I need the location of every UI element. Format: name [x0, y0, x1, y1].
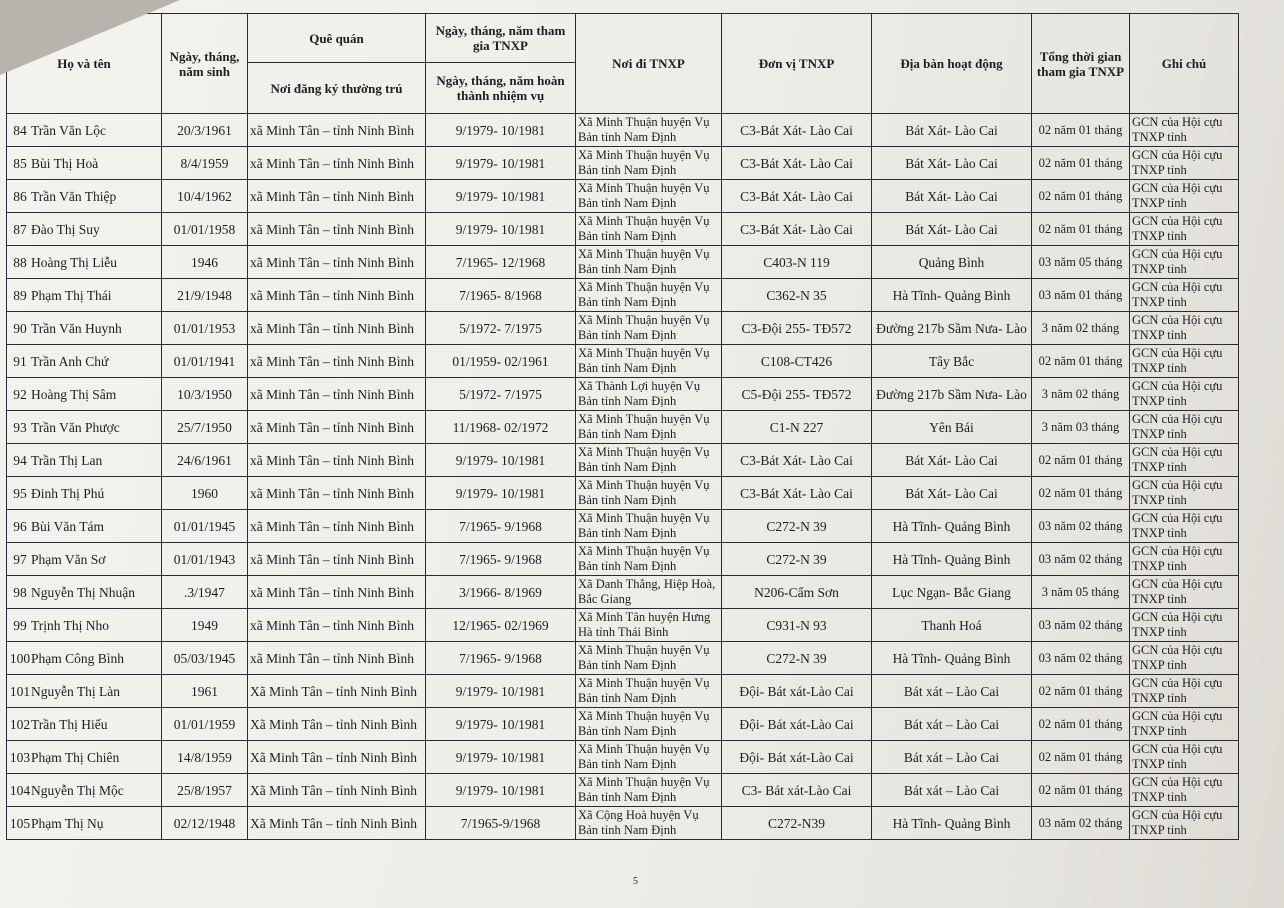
- cell-residence: xã Minh Tân – tỉnh Ninh Bình: [248, 180, 426, 213]
- cell-note: GCN của Hội cựu TNXP tỉnh: [1130, 675, 1239, 708]
- table-row: [7, 642, 1239, 675]
- cell-area: Đường 217b Sầm Nưa- Lào: [872, 312, 1032, 345]
- person-name: Phạm Thị Chiên: [31, 749, 120, 765]
- header-join-date: Ngày, tháng, năm tham gia TNXP: [426, 14, 576, 63]
- cell-period: 9/1979- 10/1981: [426, 147, 576, 180]
- cell-dob: 1946: [162, 246, 248, 279]
- cell-dob: 02/12/1948: [162, 807, 248, 840]
- person-name: Phạm Công Bình: [31, 650, 125, 666]
- cell-period: 9/1979- 10/1981: [426, 114, 576, 147]
- cell-total: 03 năm 02 tháng: [1032, 510, 1130, 543]
- table-row: [7, 807, 1239, 840]
- cell-area: Bát xát – Lào Cai: [872, 774, 1032, 807]
- cell-period: 11/1968- 02/1972: [426, 411, 576, 444]
- cell-note: GCN của Hội cựu TNXP tỉnh: [1130, 774, 1239, 807]
- cell-unit: C3-Bát Xát- Lào Cai: [722, 477, 872, 510]
- cell-departure: Xã Minh Thuận huyện Vụ Bản tỉnh Nam Định: [576, 180, 722, 213]
- cell-area: Hà Tĩnh- Quảng Bình: [872, 642, 1032, 675]
- cell-total: 02 năm 01 tháng: [1032, 741, 1130, 774]
- cell-residence: xã Minh Tân – tỉnh Ninh Bình: [248, 114, 426, 147]
- cell-unit: N206-Cẩm Sơn: [722, 576, 872, 609]
- cell-note: GCN của Hội cựu TNXP tỉnh: [1130, 477, 1239, 510]
- row-number: 99: [13, 617, 27, 633]
- cell-name: [7, 147, 162, 180]
- cell-departure: Xã Cộng Hoà huyện Vụ Bản tỉnh Nam Định: [576, 807, 722, 840]
- cell-area: Bát Xát- Lào Cai: [872, 477, 1032, 510]
- cell-name: [7, 741, 162, 774]
- cell-note: GCN của Hội cựu TNXP tỉnh: [1130, 708, 1239, 741]
- cell-area: Bát Xát- Lào Cai: [872, 444, 1032, 477]
- table-row: [7, 345, 1239, 378]
- cell-dob: 20/3/1961: [162, 114, 248, 147]
- cell-residence: xã Minh Tân – tỉnh Ninh Bình: [248, 213, 426, 246]
- cell-departure: Xã Minh Thuận huyện Vụ Bản tỉnh Nam Định: [576, 147, 722, 180]
- row-number: 100: [9, 650, 31, 666]
- table-row: [7, 510, 1239, 543]
- cell-departure: Xã Minh Thuận huyện Vụ Bản tỉnh Nam Định: [576, 774, 722, 807]
- cell-period: 7/1965- 9/1968: [426, 543, 576, 576]
- cell-residence: xã Minh Tân – tỉnh Ninh Bình: [248, 345, 426, 378]
- table-row: [7, 477, 1239, 510]
- person-name: Bùi Thị Hoà: [31, 155, 99, 171]
- person-name: Trần Văn Phược: [31, 419, 120, 435]
- cell-note: GCN của Hội cựu TNXP tỉnh: [1130, 642, 1239, 675]
- cell-departure: Xã Minh Thuận huyện Vụ Bản tỉnh Nam Định: [576, 642, 722, 675]
- cell-name: [7, 807, 162, 840]
- cell-unit: C5-Đội 255- TĐ572: [722, 378, 872, 411]
- person-name: Nguyễn Thị Nhuận: [31, 584, 135, 600]
- cell-dob: 1961: [162, 675, 248, 708]
- cell-total: 3 năm 03 tháng: [1032, 411, 1130, 444]
- person-name: Phạm Thị Nụ: [31, 815, 104, 831]
- volunteer-table: [6, 13, 1239, 840]
- cell-residence: Xã Minh Tân – tỉnh Ninh Bình: [248, 708, 426, 741]
- cell-area: Tây Bắc: [872, 345, 1032, 378]
- cell-area: Bát xát – Lào Cai: [872, 675, 1032, 708]
- cell-dob: 05/03/1945: [162, 642, 248, 675]
- cell-dob: 01/01/1953: [162, 312, 248, 345]
- person-name: Bùi Văn Tám: [31, 518, 104, 534]
- row-number: 97: [13, 551, 27, 567]
- cell-note: GCN của Hội cựu TNXP tỉnh: [1130, 576, 1239, 609]
- cell-unit: C3-Đội 255- TĐ572: [722, 312, 872, 345]
- cell-name: [7, 774, 162, 807]
- cell-name: [7, 180, 162, 213]
- table-row: [7, 444, 1239, 477]
- row-number: 90: [13, 320, 27, 336]
- cell-unit: Đội- Bát xát-Lào Cai: [722, 741, 872, 774]
- cell-period: 01/1959- 02/1961: [426, 345, 576, 378]
- cell-name: [7, 411, 162, 444]
- cell-residence: xã Minh Tân – tỉnh Ninh Bình: [248, 609, 426, 642]
- cell-residence: Xã Minh Tân – tỉnh Ninh Bình: [248, 675, 426, 708]
- cell-dob: 10/3/1950: [162, 378, 248, 411]
- cell-name: [7, 378, 162, 411]
- cell-note: GCN của Hội cựu TNXP tỉnh: [1130, 741, 1239, 774]
- row-number: 102: [9, 716, 31, 732]
- row-number: 104: [9, 782, 31, 798]
- cell-unit: C272-N39: [722, 807, 872, 840]
- cell-departure: Xã Minh Thuận huyện Vụ Bản tỉnh Nam Định: [576, 279, 722, 312]
- cell-area: Quảng Bình: [872, 246, 1032, 279]
- cell-name: [7, 345, 162, 378]
- cell-name: [7, 312, 162, 345]
- table-row: [7, 378, 1239, 411]
- cell-unit: C3-Bát Xát- Lào Cai: [722, 180, 872, 213]
- table-row: [7, 246, 1239, 279]
- cell-period: 3/1966- 8/1969: [426, 576, 576, 609]
- cell-area: Bát Xát- Lào Cai: [872, 114, 1032, 147]
- cell-total: 02 năm 01 tháng: [1032, 774, 1130, 807]
- person-name: Trần Thị Lan: [31, 452, 103, 468]
- cell-period: 7/1965- 9/1968: [426, 510, 576, 543]
- cell-unit: C272-N 39: [722, 510, 872, 543]
- row-number: 98: [13, 584, 27, 600]
- cell-period: 9/1979- 10/1981: [426, 444, 576, 477]
- row-number: 89: [13, 287, 27, 303]
- cell-area: Hà Tĩnh- Quảng Bình: [872, 543, 1032, 576]
- cell-residence: xã Minh Tân – tỉnh Ninh Bình: [248, 147, 426, 180]
- table-row: [7, 609, 1239, 642]
- cell-dob: 10/4/1962: [162, 180, 248, 213]
- cell-unit: Đội- Bát xát-Lào Cai: [722, 675, 872, 708]
- cell-unit: C3-Bát Xát- Lào Cai: [722, 444, 872, 477]
- cell-note: GCN của Hội cựu TNXP tỉnh: [1130, 510, 1239, 543]
- cell-note: GCN của Hội cựu TNXP tỉnh: [1130, 411, 1239, 444]
- cell-residence: Xã Minh Tân – tỉnh Ninh Bình: [248, 774, 426, 807]
- table-row: [7, 312, 1239, 345]
- cell-period: 7/1965- 8/1968: [426, 279, 576, 312]
- cell-area: Bát xát – Lào Cai: [872, 708, 1032, 741]
- cell-note: GCN của Hội cựu TNXP tỉnh: [1130, 213, 1239, 246]
- cell-name: [7, 213, 162, 246]
- table-row: [7, 180, 1239, 213]
- table-row: [7, 774, 1239, 807]
- cell-period: 12/1965- 02/1969: [426, 609, 576, 642]
- cell-note: GCN của Hội cựu TNXP tỉnh: [1130, 312, 1239, 345]
- person-name: Phạm Văn Sơ: [31, 551, 106, 567]
- folded-corner: [0, 0, 180, 75]
- cell-dob: 1960: [162, 477, 248, 510]
- cell-name: [7, 675, 162, 708]
- row-number: 103: [9, 749, 31, 765]
- row-number: 101: [9, 683, 31, 699]
- table-row: [7, 576, 1239, 609]
- page-number: 5: [633, 876, 638, 887]
- person-name: Trần Văn Lộc: [31, 122, 106, 138]
- person-name: Phạm Thị Thái: [31, 287, 112, 303]
- cell-note: GCN của Hội cựu TNXP tỉnh: [1130, 114, 1239, 147]
- cell-name: [7, 246, 162, 279]
- cell-period: 9/1979- 10/1981: [426, 213, 576, 246]
- cell-departure: Xã Minh Thuận huyện Vụ Bản tỉnh Nam Định: [576, 312, 722, 345]
- cell-unit: C3-Bát Xát- Lào Cai: [722, 213, 872, 246]
- cell-period: 9/1979- 10/1981: [426, 180, 576, 213]
- cell-period: 9/1979- 10/1981: [426, 675, 576, 708]
- table-row: [7, 543, 1239, 576]
- cell-dob: 01/01/1941: [162, 345, 248, 378]
- header-area: Địa bàn hoạt động: [872, 14, 1032, 114]
- cell-period: 9/1979- 10/1981: [426, 708, 576, 741]
- cell-period: 7/1965- 12/1968: [426, 246, 576, 279]
- row-number: 85: [13, 155, 27, 171]
- table-header: [7, 14, 1239, 114]
- cell-residence: xã Minh Tân – tỉnh Ninh Bình: [248, 378, 426, 411]
- cell-period: 9/1979- 10/1981: [426, 477, 576, 510]
- row-number: 91: [13, 353, 27, 369]
- cell-residence: Xã Minh Tân – tỉnh Ninh Bình: [248, 741, 426, 774]
- person-name: Trịnh Thị Nho: [31, 617, 110, 633]
- header-total: Tổng thời gian tham gia TNXP: [1032, 14, 1130, 114]
- cell-departure: Xã Thành Lợi huyện Vụ Bản tỉnh Nam Định: [576, 378, 722, 411]
- cell-residence: xã Minh Tân – tỉnh Ninh Bình: [248, 543, 426, 576]
- person-name: Đinh Thị Phú: [31, 485, 105, 501]
- cell-name: [7, 576, 162, 609]
- cell-area: Thanh Hoá: [872, 609, 1032, 642]
- row-number: 87: [13, 221, 27, 237]
- row-number: 86: [13, 188, 27, 204]
- cell-departure: Xã Minh Thuận huyện Vụ Bản tỉnh Nam Định: [576, 246, 722, 279]
- row-number: 92: [13, 386, 27, 402]
- cell-name: [7, 510, 162, 543]
- cell-residence: xã Minh Tân – tỉnh Ninh Bình: [248, 642, 426, 675]
- cell-departure: Xã Minh Thuận huyện Vụ Bản tỉnh Nam Định: [576, 510, 722, 543]
- cell-dob: 8/4/1959: [162, 147, 248, 180]
- cell-departure: Xã Minh Thuận huyện Vụ Bản tỉnh Nam Định: [576, 411, 722, 444]
- cell-period: 7/1965-9/1968: [426, 807, 576, 840]
- cell-departure: Xã Minh Thuận huyện Vụ Bản tỉnh Nam Định: [576, 543, 722, 576]
- cell-unit: C362-N 35: [722, 279, 872, 312]
- cell-residence: Xã Minh Tân – tỉnh Ninh Bình: [248, 807, 426, 840]
- row-number: 105: [9, 815, 31, 831]
- cell-departure: Xã Minh Thuận huyện Vụ Bản tỉnh Nam Định: [576, 114, 722, 147]
- cell-total: 3 năm 02 tháng: [1032, 378, 1130, 411]
- cell-total: 3 năm 02 tháng: [1032, 312, 1130, 345]
- cell-area: Bát Xát- Lào Cai: [872, 213, 1032, 246]
- cell-period: 7/1965- 9/1968: [426, 642, 576, 675]
- cell-area: Đường 217b Sầm Nưa- Lào: [872, 378, 1032, 411]
- cell-name: [7, 444, 162, 477]
- cell-total: 03 năm 02 tháng: [1032, 642, 1130, 675]
- cell-note: GCN của Hội cựu TNXP tỉnh: [1130, 444, 1239, 477]
- person-name: Trần Thị Hiếu: [31, 716, 108, 732]
- cell-dob: 24/6/1961: [162, 444, 248, 477]
- person-name: Trần Văn Thiệp: [31, 188, 117, 204]
- header-dob: Ngày, tháng, năm sinh: [162, 14, 248, 114]
- cell-area: Bát Xát- Lào Cai: [872, 180, 1032, 213]
- cell-total: 02 năm 01 tháng: [1032, 675, 1130, 708]
- cell-note: GCN của Hội cựu TNXP tỉnh: [1130, 378, 1239, 411]
- cell-area: Yên Bái: [872, 411, 1032, 444]
- cell-note: GCN của Hội cựu TNXP tỉnh: [1130, 807, 1239, 840]
- cell-dob: 01/01/1959: [162, 708, 248, 741]
- cell-period: 9/1979- 10/1981: [426, 741, 576, 774]
- cell-period: 5/1972- 7/1975: [426, 312, 576, 345]
- cell-name: [7, 543, 162, 576]
- header-unit: Đơn vị TNXP: [722, 14, 872, 114]
- header-hometown: Quê quán: [248, 14, 426, 63]
- person-name: Hoàng Thị Liễu: [31, 254, 117, 270]
- cell-unit: C1-N 227: [722, 411, 872, 444]
- table-row: [7, 147, 1239, 180]
- cell-dob: 25/8/1957: [162, 774, 248, 807]
- cell-note: GCN của Hội cựu TNXP tỉnh: [1130, 543, 1239, 576]
- cell-total: 02 năm 01 tháng: [1032, 477, 1130, 510]
- cell-name: [7, 279, 162, 312]
- cell-area: Hà Tĩnh- Quảng Bình: [872, 510, 1032, 543]
- cell-area: Hà Tĩnh- Quảng Bình: [872, 279, 1032, 312]
- cell-residence: xã Minh Tân – tỉnh Ninh Bình: [248, 411, 426, 444]
- cell-note: GCN của Hội cựu TNXP tỉnh: [1130, 345, 1239, 378]
- table-row: [7, 411, 1239, 444]
- cell-dob: 01/01/1958: [162, 213, 248, 246]
- cell-note: GCN của Hội cựu TNXP tỉnh: [1130, 147, 1239, 180]
- cell-unit: C3- Bát xát-Lào Cai: [722, 774, 872, 807]
- cell-unit: C272-N 39: [722, 543, 872, 576]
- cell-unit: C3-Bát Xát- Lào Cai: [722, 147, 872, 180]
- cell-dob: .3/1947: [162, 576, 248, 609]
- header-name: Họ và tên: [7, 14, 162, 114]
- cell-area: Hà Tĩnh- Quảng Bình: [872, 807, 1032, 840]
- cell-name: [7, 642, 162, 675]
- cell-total: 02 năm 01 tháng: [1032, 708, 1130, 741]
- row-number: 88: [13, 254, 27, 270]
- cell-departure: Xã Danh Thắng, Hiệp Hoà, Bắc Giang: [576, 576, 722, 609]
- cell-name: [7, 477, 162, 510]
- cell-residence: xã Minh Tân – tỉnh Ninh Bình: [248, 510, 426, 543]
- cell-total: 03 năm 01 tháng: [1032, 279, 1130, 312]
- cell-area: Lục Ngạn- Bắc Giang: [872, 576, 1032, 609]
- cell-total: 02 năm 01 tháng: [1032, 147, 1130, 180]
- cell-note: GCN của Hội cựu TNXP tỉnh: [1130, 609, 1239, 642]
- cell-unit: C3-Bát Xát- Lào Cai: [722, 114, 872, 147]
- cell-unit: C403-N 119: [722, 246, 872, 279]
- row-number: 94: [13, 452, 27, 468]
- cell-unit: C272-N 39: [722, 642, 872, 675]
- cell-unit: Đội- Bát xát-Lào Cai: [722, 708, 872, 741]
- person-name: Hoàng Thị Sâm: [31, 386, 117, 402]
- cell-residence: xã Minh Tân – tỉnh Ninh Bình: [248, 279, 426, 312]
- person-name: Đào Thị Suy: [31, 221, 100, 237]
- cell-departure: Xã Minh Thuận huyện Vụ Bản tỉnh Nam Định: [576, 477, 722, 510]
- cell-dob: 21/9/1948: [162, 279, 248, 312]
- cell-period: 9/1979- 10/1981: [426, 774, 576, 807]
- cell-total: 03 năm 02 tháng: [1032, 609, 1130, 642]
- cell-total: 02 năm 01 tháng: [1032, 345, 1130, 378]
- cell-note: GCN của Hội cựu TNXP tỉnh: [1130, 180, 1239, 213]
- person-name: Nguyễn Thị Mộc: [31, 782, 124, 798]
- cell-departure: Xã Minh Tân huyện Hưng Hà tỉnh Thái Bình: [576, 609, 722, 642]
- cell-residence: xã Minh Tân – tỉnh Ninh Bình: [248, 576, 426, 609]
- cell-total: 02 năm 01 tháng: [1032, 213, 1130, 246]
- header-note: Ghi chú: [1130, 14, 1239, 114]
- table-row: [7, 708, 1239, 741]
- cell-note: GCN của Hội cựu TNXP tỉnh: [1130, 279, 1239, 312]
- cell-unit: C931-N 93: [722, 609, 872, 642]
- cell-name: [7, 609, 162, 642]
- cell-area: Bát Xát- Lào Cai: [872, 147, 1032, 180]
- cell-departure: Xã Minh Thuận huyện Vụ Bản tỉnh Nam Định: [576, 213, 722, 246]
- cell-total: 03 năm 05 tháng: [1032, 246, 1130, 279]
- table-body: [7, 114, 1239, 840]
- person-name: Trần Anh Chứ: [31, 353, 109, 369]
- row-number: 95: [13, 485, 27, 501]
- header-residence: Nơi đăng ký thường trú: [248, 63, 426, 114]
- cell-departure: Xã Minh Thuận huyện Vụ Bản tỉnh Nam Định: [576, 741, 722, 774]
- table-row: [7, 213, 1239, 246]
- row-number: 96: [13, 518, 27, 534]
- cell-note: GCN của Hội cựu TNXP tỉnh: [1130, 246, 1239, 279]
- cell-area: Bát xát – Lào Cai: [872, 741, 1032, 774]
- cell-residence: xã Minh Tân – tỉnh Ninh Bình: [248, 246, 426, 279]
- header-complete-date: Ngày, tháng, năm hoàn thành nhiệm vụ: [426, 63, 576, 114]
- cell-total: 02 năm 01 tháng: [1032, 114, 1130, 147]
- cell-name: [7, 114, 162, 147]
- cell-residence: xã Minh Tân – tỉnh Ninh Bình: [248, 477, 426, 510]
- cell-residence: xã Minh Tân – tỉnh Ninh Bình: [248, 312, 426, 345]
- cell-unit: C108-CT426: [722, 345, 872, 378]
- cell-total: 02 năm 01 tháng: [1032, 180, 1130, 213]
- cell-dob: 01/01/1945: [162, 510, 248, 543]
- cell-total: 03 năm 02 tháng: [1032, 807, 1130, 840]
- cell-period: 5/1972- 7/1975: [426, 378, 576, 411]
- cell-total: 02 năm 01 tháng: [1032, 444, 1130, 477]
- row-number: 84: [13, 122, 27, 138]
- cell-departure: Xã Minh Thuận huyện Vụ Bản tỉnh Nam Định: [576, 708, 722, 741]
- table-row: [7, 114, 1239, 147]
- table-row: [7, 741, 1239, 774]
- person-name: Trần Văn Huynh: [31, 320, 122, 336]
- cell-departure: Xã Minh Thuận huyện Vụ Bản tỉnh Nam Định: [576, 444, 722, 477]
- cell-total: 03 năm 02 tháng: [1032, 543, 1130, 576]
- cell-dob: 01/01/1943: [162, 543, 248, 576]
- table-row: [7, 675, 1239, 708]
- cell-dob: 25/7/1950: [162, 411, 248, 444]
- person-name: Nguyễn Thị Làn: [31, 683, 120, 699]
- cell-departure: Xã Minh Thuận huyện Vụ Bản tỉnh Nam Định: [576, 675, 722, 708]
- cell-name: [7, 708, 162, 741]
- cell-dob: 14/8/1959: [162, 741, 248, 774]
- cell-departure: Xã Minh Thuận huyện Vụ Bản tỉnh Nam Định: [576, 345, 722, 378]
- cell-residence: xã Minh Tân – tỉnh Ninh Bình: [248, 444, 426, 477]
- row-number: 93: [13, 419, 27, 435]
- cell-dob: 1949: [162, 609, 248, 642]
- cell-total: 3 năm 05 tháng: [1032, 576, 1130, 609]
- table-row: [7, 279, 1239, 312]
- header-departure: Nơi đi TNXP: [576, 14, 722, 114]
